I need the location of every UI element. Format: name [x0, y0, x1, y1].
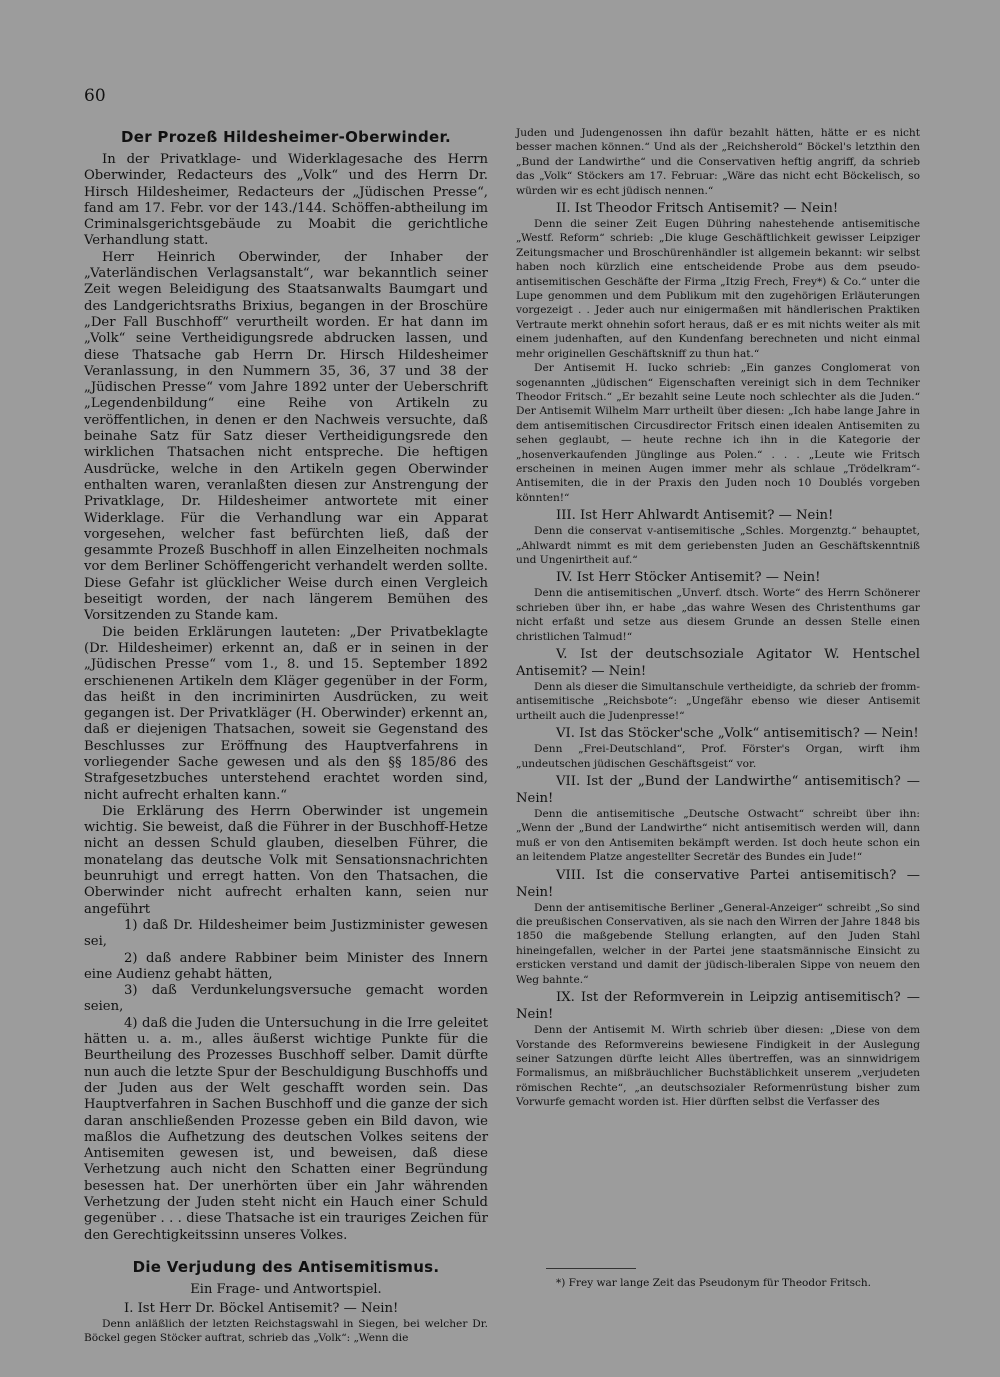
- answer-text: Denn die antisemitischen „Unverf. dtsch. Worte“ des Herrn Schönerer schrieben über ihn, er habe „das wahre Wesen des Christenthums gar nicht erfaßt und setze aus diesem Grunde an dessen Stelle einen christlichen Talmud!“: [516, 587, 920, 643]
- question-heading: III. Ist Herr Ahlwardt Antisemit? — Nein!: [556, 508, 834, 524]
- article-title-2: Die Verjudung des Antisemitismus.: [132, 1257, 440, 1276]
- answer-text: Denn der Antisemit M. Wirth schrieb über diesen: „Diese von dem Vorstande des Reformvereins bewiesene Findigkeit in der Auslegung seiner Satzungen dürfte leicht Alles übertreffen, was an sinnwidrigem Formalismus, an mißbräuchlicher Buchstäblichkeit unserem „verjudeten römischen Rechte“, „an deutschsozialer Reformenrüstung bisher zum Vorwurfe gemacht worden ist. Hier dürften selbst die Verfasser des: [516, 1024, 920, 1109]
- answer-text: Denn als dieser die Simultanschule vertheidigte, da schrieb der fromm-antisemitische „Reichsbote“: „Ungefähr ebenso wie dieser Antisemit urtheilt auch die Judenpresse!“: [516, 681, 920, 722]
- answer-text: Denn der antisemitische Berliner „General-Anzeiger“ schreibt „So sind die preußischen Conservativen, als sie nach den Wirren der Jahre 1848 bis 1850 die maßgebende Stellung erlangten, auf den Juden Stahl hineingefallen, welcher in der Partei jene staatsmännische Einsicht zu ersticken verstand und damit der jüdisch-liberalen Sippe von neuem den Weg bahnte.“: [516, 901, 920, 986]
- answer-text: Denn die seiner Zeit Eugen Dühring nahestehende antisemitische „Westf. Reform“ schrieb: „Die kluge Geschäftlichkeit gewisser Leipziger Zeitungsmacher und Broschürenhändler ist allgemein bekannt: wir selbst haben noch kürzlich eine entscheidende Probe aus dem pseudo-antisemitischen Geschäfte der Firma „Itzig Frech, Frey*) & Co.“ unter die Lupe genommen und dem Publikum mit den zugehörigen Erläuterungen vorgezeigt . . Jeder auch nur einigermaßen mit händlerischen Praktiken Vertraute merkt ohnehin sofort heraus, daß er es mit nichts weiter als mit einem judenhaften, auf den Kundenfang berechneten und nicht einmal mehr originellen Geschäftskniff zu thun hat.“: [516, 218, 920, 360]
- answer-text: Denn anläßlich der letzten Reichstagswahl in Siegen, bei welcher Dr. Böckel gegen Stöcker auftrat, schrieb das „Volk“: „Wenn die: [84, 1318, 488, 1345]
- answer-text: Denn die antisemitische „Deutsche Ostwacht“ schreibt über ihn: „Wenn der „Bund der Landwirthe“ nicht antisemitisch werden will, dann muß er von den Antisemiten bekämpft werden. Ist doch heute schon ein an leitendem Platze angestellter Secretär des Bundes ein Jude!“: [516, 808, 920, 864]
- answer-text: Denn „Frei-Deutschland“, Prof. Förster's Organ, wirft ihm „undeutschen jüdischen Geschäftsgeist“ vor.: [516, 743, 920, 770]
- paragraph: Herr Heinrich Oberwinder, der Inhaber der „Vaterländischen Verlagsanstalt“, war bekanntlich seiner Zeit wegen Beleidigung des Staatsanwalts Baumgart und des Landgerichtsraths Brixius, begangen in der Broschüre „Der Fall Buschhoff“ verurtheilt worden. Er hat dann im „Volk“ seine Vertheidigungsrede abdrucken lassen, und diese Thatsache gab Herrn Dr. Hirsch Hildesheimer Veranlassung, in den Nummern 35, 36, 37 und 38 der „Jüdischen Presse“ vom Jahre 1892 unter der Ueberschrift „Legendenbildung“ eine Reihe von Artikeln zu veröffentlichen, in denen er den Nachweis versuchte, daß beinahe Satz für Satz dieser Vertheidigungsrede den wirklichen Thatsachen nicht entspreche. Die heftigen Ausdrücke, welche in den Artikeln gegen Oberwinder enthalten waren, veranlaßten diesen zur Anstrengung der Privatklage, Dr. Hildesheimer antwortete mit einer Widerklage. Für die Verhandlung war ein Apparat vorgesehen, welcher fast befürchten ließ, daß der gesammte Prozeß Buschhoff in allen Einzelheiten nochmals vor dem Berliner Schöffengericht verhandelt werden sollte. Diese Gefahr ist glücklicher Weise durch einen Vergleich beseitigt worden, der nach längerem Bemühen des Vorsitzenden zu Stande kam.: [84, 249, 488, 624]
- question-heading: IV. Ist Herr Stöcker Antisemit? — Nein!: [556, 570, 821, 586]
- question-heading: IX. Ist der Reformverein in Leipzig antisemitisch? — Nein!: [516, 990, 920, 1023]
- answer-text: Denn die conservat v-antisemitische „Schles. Morgenztg.“ behauptet, „Ahlwardt nimmt es mit dem geriebensten Juden an Geschäftskenntniß und Ungenirtheit auf.“: [516, 525, 920, 566]
- question-heading: I. Ist Herr Dr. Böckel Antisemit? — Nein!: [124, 1300, 399, 1316]
- paragraph: Die Erklärung des Herrn Oberwinder ist ungemein wichtig. Sie beweist, daß die Führer in der Buschhoff-Hetze nicht an dessen Schuld glauben, dieselben Führer, die monatelang das deutsche Volk mit Sensationsnachrichten beunruhigt und erregt hatten. Von den Thatsachen, die Oberwinder nicht aufrecht erhalten kann, seien nur angeführt: [84, 803, 488, 917]
- list-item: 3) daß Verdunkelungsversuche gemacht worden seien,: [84, 983, 488, 1015]
- article-title: Der Prozeß Hildesheimer-Oberwinder.: [120, 128, 452, 146]
- paragraph: Die beiden Erklärungen lauteten: „Der Privatbeklagte (Dr. Hildesheimer) erkennt an, daß er in seinen in der „Jüdischen Presse“ vom 1., 8. und 15. September 1892 erschienenen Artikeln dem Kläger gegenüber in der Form, das heißt in den incriminirten Ausdrücken, zu weit gegangen ist. Der Privatkläger (H. Oberwinder) erkennt an, daß er diejenigen Thatsachen, soweit sie Gegenstand des Beschlusses zur Eröffnung des Hauptverfahrens in vorliegender Sache gewesen und als den §§ 185/86 des Strafgesetzbuches unterstehend erachtet worden sind, nicht aufrecht erhalten kann.“: [84, 624, 488, 803]
- list-item: 1) daß Dr. Hildesheimer beim Justizminister gewesen sei,: [84, 917, 488, 950]
- paragraph: In der Privatklage- und Widerklagesache des Herrn Oberwinder, Redacteurs des „Volk“ und des Herrn Dr. Hirsch Hildesheimer, Redacteurs der „Jüdischen Presse“, fand am 17. Febr. vor der 143./144. Schöffen-abtheilung im Criminalsgerichtsgebäude zu Moabit die gerichtliche Verhandlung statt.: [84, 152, 488, 249]
- left-column: [84, 126, 488, 1345]
- right-column: [516, 126, 920, 1110]
- list-item: 2) daß andere Rabbiner beim Minister des Innern eine Audienz gehabt hätten,: [84, 950, 488, 982]
- question-heading: II. Ist Theodor Fritsch Antisemit? — Nein!: [556, 201, 839, 217]
- question-heading: VII. Ist der „Bund der Landwirthe“ antisemitisch? — Nein!: [516, 774, 920, 807]
- page-number: 60: [84, 86, 106, 106]
- answer-text: Juden und Judengenossen ihn dafür bezahlt hätten, hätte er es nicht besser machen können.“ Und als der „Reichsherold“ Böckel's letzthin den „Bund der Landwirthe“ und die Conservativen heftig angriff, da schrieb das „Volk“ Stöckers am 17. Februar: „Wäre das nicht echt Böckelisch, so würden wir es echt jüdisch nennen.“: [516, 127, 920, 197]
- question-heading: VI. Ist das Stöcker'sche „Volk“ antisemitisch? — Nein!: [556, 726, 919, 742]
- question-heading: VIII. Ist die conservative Partei antisemitisch? — Nein!: [516, 867, 920, 900]
- list-item: 4) daß die Juden die Untersuchung in die Irre geleitet hätten u. a. m., alles äußerst wichtige Punkte für die Beurtheilung des Prozesses Buschhoff selber. Damit dürfte nun auch die letzte Spur der Beschuldigung Buschhoffs und der Juden aus der Welt geschafft worden sein. Das Hauptverfahren in Sachen Buschhoff und die ganze der sich daran anschließenden Prozesse geben ein Bild davon, wie maßlos die Aufhetzung des deutschen Volkes seitens der Antisemiten gewesen ist, und beweisen, daß diese Verhetzung auch nicht den Schatten einer Begründung besessen hat. Der unerhörten über ein Jahr währenden Verhetzung der Juden steht nicht ein Hauch einer Schuld gegenüber . . . diese Thatsache ist ein trauriges Zeichen für den Gerechtigkeitssinn unseres Volkes.: [84, 1015, 488, 1243]
- question-heading: V. Ist der deutschsoziale Agitator W. Hentschel Antisemit? — Nein!: [516, 647, 920, 679]
- answer-text: Der Antisemit H. Iucko schrieb: „Ein ganzes Conglomerat von sogenannten „jüdischen“ Eigenschaften vereinigt sich in dem Techniker Theodor Fritsch.“ „Er bezahlt seine Leute noch schlechter als die Juden.“ Der Antisemit Wilhelm Marr urtheilt über diesen: „Ich habe lange Jahre in dem antisemitischen Circusdirector Fritsch einen idealen Antisemiten zu sehen geglaubt, — heute rechne ich ihn in die Kategorie der „hosenverkaufenden Jünglinge aus Polen.“ . . . „Leute wie Fritsch erscheinen in meinen Augen immer mehr als schlaue „Trödelkram“-Antisemiten, die in der Praxis den Juden noch 10 Doublés vorgeben könnten!“: [516, 362, 920, 504]
- article-subtitle: Ein Frage- und Antwortspiel.: [190, 1281, 382, 1297]
- footnote-rule: [546, 1268, 636, 1269]
- footnote: *) Frey war lange Zeit das Pseudonym für Theodor Fritsch.: [556, 1277, 871, 1289]
